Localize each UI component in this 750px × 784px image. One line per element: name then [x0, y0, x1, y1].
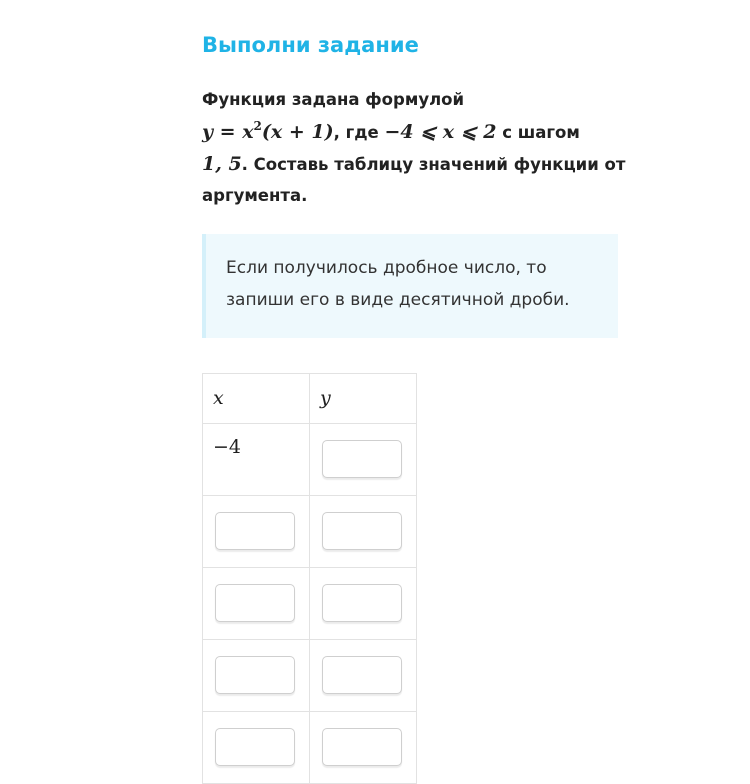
hint-line-1: Если получилось дробное число, то — [226, 258, 547, 278]
x-answer-input[interactable] — [215, 728, 295, 766]
y-answer-input[interactable] — [322, 728, 402, 766]
header-y: y — [310, 374, 417, 424]
table-row — [203, 712, 417, 784]
table-row — [203, 568, 417, 640]
cell-y — [310, 568, 417, 640]
hint-line-2: запиши его в виде десятичной дроби. — [226, 290, 570, 310]
table-row — [203, 496, 417, 568]
cell-x — [203, 640, 310, 712]
cell-x — [203, 424, 310, 496]
task-page — [202, 30, 626, 458]
x-value: −4 — [213, 436, 242, 458]
table-row — [203, 640, 417, 712]
header-x: x — [203, 374, 310, 424]
cell-y — [310, 712, 417, 784]
y-answer-input[interactable] — [322, 656, 402, 694]
values-table — [202, 373, 417, 784]
task-line-3: 1, 5. Составь таблицу значений функции от — [202, 153, 626, 175]
task-text — [202, 84, 626, 212]
x-answer-input[interactable] — [215, 512, 295, 550]
cell-x — [203, 568, 310, 640]
table-row — [203, 424, 417, 496]
page-title: Выполни задание — [202, 33, 419, 57]
task-between-1: , где — [333, 123, 385, 142]
cell-x — [203, 712, 310, 784]
cell-y — [310, 496, 417, 568]
cell-x — [203, 496, 310, 568]
task-line-2 — [202, 116, 618, 148]
y-answer-input[interactable] — [322, 512, 402, 550]
task-line-4: аргумента. — [202, 186, 308, 205]
formula: $y = x^2(x + 1)$ — [202, 119, 334, 143]
cell-y — [310, 424, 417, 496]
argument-range: −4 ⩽ x ⩽ 2 — [384, 121, 497, 143]
y-answer-input[interactable] — [322, 584, 402, 622]
table-header-row — [203, 374, 417, 424]
y-answer-input[interactable] — [322, 440, 402, 478]
task-between-2: с шагом — [496, 123, 580, 142]
x-answer-input[interactable] — [215, 656, 295, 694]
cell-y — [310, 640, 417, 712]
task-line-1: Функция задана формулой — [202, 90, 465, 109]
step-value: 1, 5 — [202, 153, 242, 175]
x-answer-input[interactable] — [215, 584, 295, 622]
hint-box — [202, 234, 618, 338]
